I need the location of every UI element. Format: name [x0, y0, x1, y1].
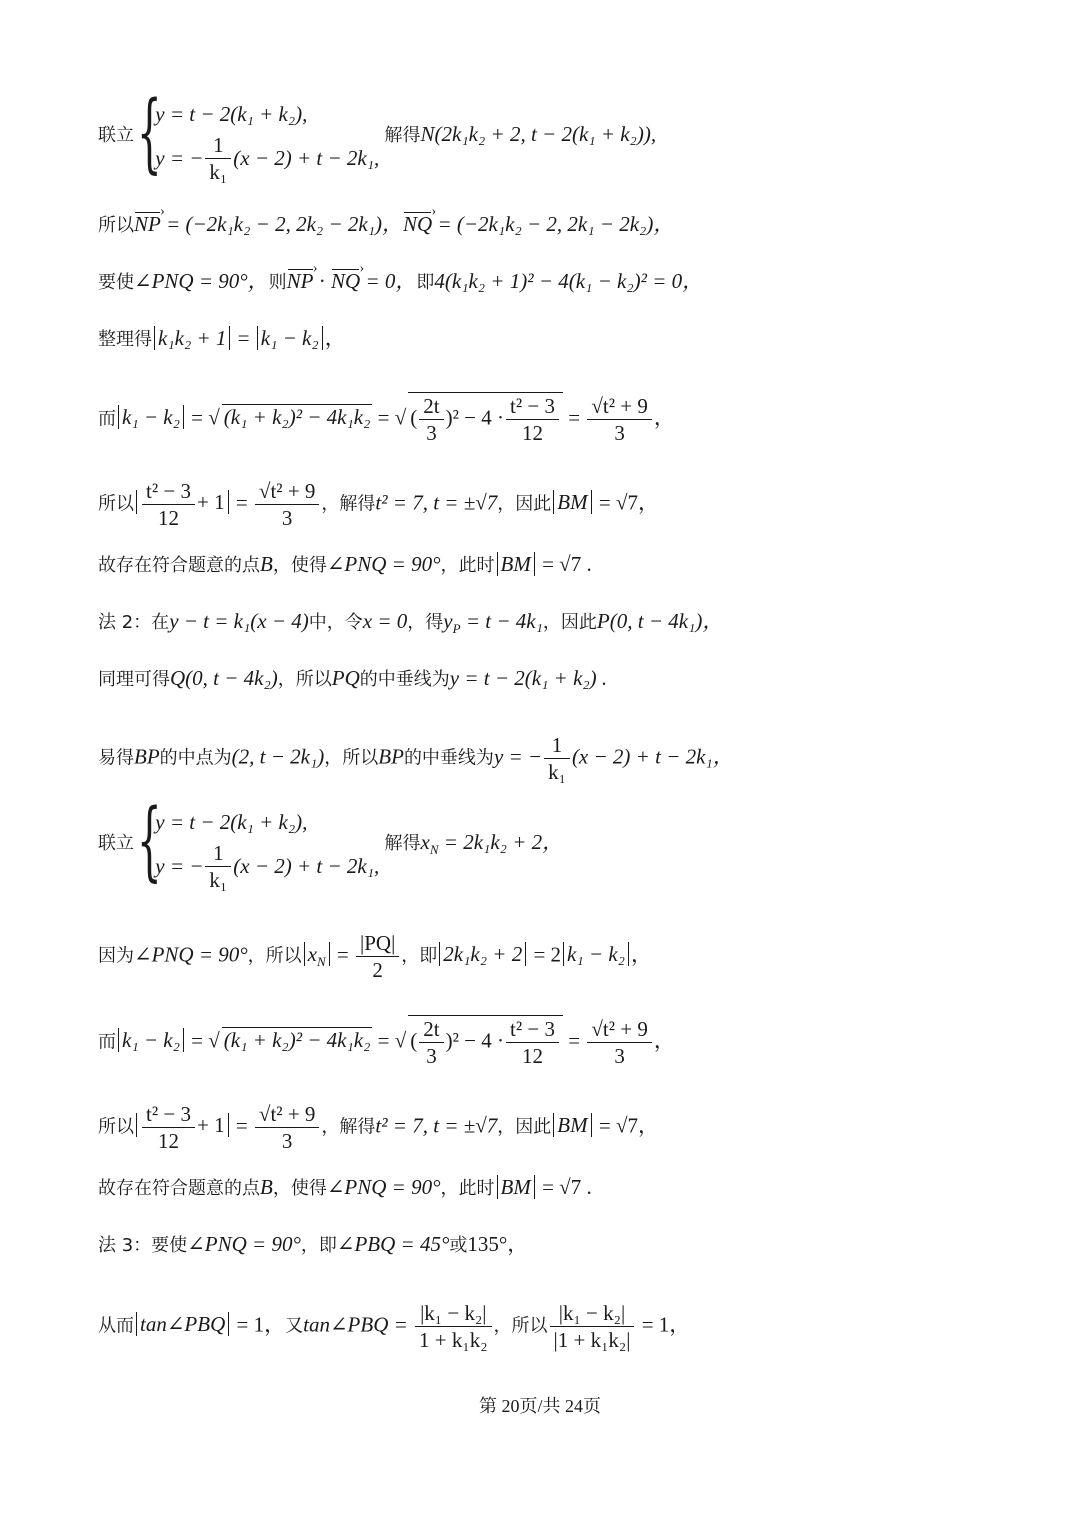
text-er: 而 [98, 408, 116, 430]
fraction [419, 1016, 443, 1069]
label-lianli: 联立 [98, 124, 134, 146]
abs-expression: k₁k₂ + 1 [154, 326, 230, 350]
fraction [550, 1300, 635, 1353]
angle-condition: ∠PNQ = 90° [326, 552, 441, 576]
equation-system [137, 83, 380, 184]
solution-line-method-3 [98, 1230, 528, 1260]
page-number-footer: 第 20页/共 24页 [478, 1396, 601, 1416]
left-brace: { [137, 791, 162, 891]
fraction [506, 393, 559, 446]
term: + 1 [196, 1113, 225, 1138]
t-solution: t² = 7, t = ±√7 [375, 490, 498, 515]
label-jiede: 解得 [384, 124, 421, 146]
frac-num: t² − 3 [506, 393, 559, 420]
tan-formula: tan∠PBQ = [303, 1312, 414, 1337]
bm-value: = √7， [593, 490, 659, 515]
label-jiede: 解得 [384, 832, 421, 854]
text-ji: 即 [416, 272, 435, 293]
text-ze: 则 [268, 272, 287, 293]
frac-den: 12 [522, 1044, 544, 1068]
text-bisector: 的中垂线为 [403, 747, 494, 769]
text-de: ，得 [407, 612, 444, 633]
text-jiede: ，解得 [321, 493, 376, 515]
angle-condition: ∠PNQ = 90° [134, 942, 248, 967]
segment-bp: BP [378, 744, 404, 769]
frac-num: √t² + 9 [587, 393, 652, 420]
fraction [506, 1016, 559, 1069]
bisector-equation: y = t − 2(k₁ + k₂) . [449, 666, 608, 690]
solution-line-q [98, 664, 607, 694]
subscript: N [429, 841, 439, 857]
frac-den: k₁ [548, 760, 566, 784]
text-yaoshi: 要使 [98, 272, 134, 293]
system-row-2-post: (x − 2) + t − 2k₁, [233, 146, 380, 170]
text-zhengli: 整理得 [98, 329, 152, 350]
sqrt-sign: = √ [185, 1028, 220, 1053]
angle-condition: ∠PNQ = 90° [187, 1232, 301, 1256]
text-suoyi: ，所以 [493, 1315, 548, 1337]
vector-np: NP › [134, 210, 161, 238]
frac-num: √t² + 9 [587, 1016, 652, 1043]
abs-tan: tan∠PBQ [136, 1312, 229, 1336]
fraction [356, 930, 399, 983]
solution-line-solve-t [98, 478, 659, 531]
frac-den: 3 [614, 421, 625, 445]
frac-num: √t² + 9 [255, 478, 320, 505]
bm-value: = √7 . [536, 552, 592, 576]
text-er: 而 [98, 1031, 116, 1053]
segment-bp: BP [134, 744, 160, 769]
term: + 1 [196, 490, 225, 515]
frac-den: 12 [522, 421, 544, 445]
point-n: N(2k₁k₂ + 2, t − 2(k₁ + k₂)), [420, 121, 657, 146]
frac-num: 2t [419, 393, 443, 420]
frac-den: 1 + k₁k₂ [419, 1328, 488, 1352]
fraction [587, 393, 652, 446]
fraction [419, 393, 443, 446]
punct: ， [324, 326, 346, 350]
equals: = [331, 942, 355, 967]
segment-pq: PQ [331, 666, 360, 690]
frac-den: 12 [157, 1129, 179, 1153]
text-yinwei: 因为 [98, 945, 134, 967]
text-huo: 或 [449, 1235, 468, 1256]
fraction [415, 1300, 492, 1353]
abs-expression: k₁ − k₂ [563, 942, 629, 966]
x-zero: x = 0 [362, 609, 408, 633]
sqrt-sign: = √ [185, 405, 220, 430]
sqrt-sign: = √ [372, 1028, 407, 1053]
sqrt-sign: = √ [372, 405, 407, 430]
point-p: P(0, t − 4k₁)， [596, 609, 724, 633]
abs-bm: BM [553, 1113, 591, 1137]
text-suoyi: 所以 [98, 215, 134, 236]
text-conclusion: 故存在符合题意的点 [98, 1178, 260, 1199]
solution-line-perpendicular [98, 267, 703, 297]
frac-den: 3 [281, 1129, 293, 1153]
text-yinci: ，因此 [542, 612, 597, 633]
solution-line-system-1 [98, 83, 657, 184]
angle-condition: ∠PNQ = 90° [326, 1175, 441, 1199]
abs-bm: BM [553, 490, 591, 514]
angle-pbq: ∠PBQ = 45° [336, 1232, 450, 1256]
frac-num: 1 [544, 732, 570, 759]
text-method-2: 法 2：在 [98, 612, 170, 633]
dot-result: = 0， [360, 269, 417, 293]
line-equation: y − t = k₁(x − 4) [169, 609, 309, 633]
equation-system [137, 791, 380, 892]
text-jiede: ，解得 [321, 1116, 376, 1138]
frac-den: |1 + k₁k₂| [553, 1328, 631, 1352]
text-yide: 易得 [98, 747, 134, 769]
fraction [142, 478, 195, 531]
equals: = [230, 1113, 253, 1138]
text-you: 又 [285, 1315, 304, 1337]
equals-one: = 1， [231, 1312, 286, 1337]
text-shide: ，使得 [272, 555, 327, 576]
text-suoyi: ，所以 [247, 945, 302, 967]
punct: ， [630, 942, 652, 967]
system-row-2-post: (x − 2) + t − 2k₁, [233, 854, 380, 878]
solution-line-solve-t-2 [98, 1101, 659, 1154]
solution-line-conclusion-2 [98, 1173, 592, 1203]
bm-value: = √7 . [536, 1175, 592, 1199]
equals: = [563, 1028, 586, 1053]
frac-num: 1 [205, 132, 231, 159]
subscript: P [452, 621, 461, 636]
frac-num: |PQ| [356, 930, 399, 957]
angle-condition: ∠PNQ = 90°， [134, 269, 269, 293]
fraction [544, 732, 570, 785]
text-cishi: ，此时 [440, 1178, 495, 1199]
frac-num: t² − 3 [142, 1101, 195, 1128]
point-b: B [260, 1175, 273, 1199]
abs-expression: k₁ − k₂ [257, 326, 323, 350]
solution-line-method-2 [98, 607, 723, 643]
equals: = [563, 405, 586, 430]
bm-value: = √7， [593, 1113, 659, 1138]
x-var: x [420, 829, 430, 854]
midpoint: (2, t − 2k₁) [231, 744, 325, 769]
solution-line-system-2 [98, 791, 564, 892]
text-congr: 从而 [98, 1315, 134, 1337]
punct: ， [653, 1028, 675, 1053]
vector-nq: NQ › [331, 267, 360, 295]
x-var: x [307, 942, 317, 967]
text-yinci: ，因此 [497, 1116, 552, 1138]
term: ² − 4 · [452, 405, 505, 430]
vector-nq: NQ › [403, 210, 432, 238]
frac-den: 2 [372, 958, 383, 982]
frac-den: 3 [426, 421, 437, 445]
eq-pre: y = − [493, 744, 543, 769]
fraction [205, 132, 231, 185]
solution-line-tan [98, 1300, 690, 1353]
equals: = 2 [528, 942, 562, 967]
frac-num: t² − 3 [506, 1016, 559, 1043]
frac-num: t² − 3 [142, 478, 195, 505]
frac-den: 3 [426, 1044, 437, 1068]
solution-line-xn [98, 930, 652, 983]
abs-expression: k₁ − k₂ [118, 405, 184, 429]
text-ling: 中，令 [308, 612, 363, 633]
solution-line-difference: 而 k₁ − k₂ = √ (k₁ + k₂)² − 4k₁k₂ = √ ( $\frac{2t}{3}$ )² − 4 · $\frac{\text{t² − 3}}{12}$ = $\frac{\text{√t² + 9}}{3}$ ， [98, 394, 675, 445]
frac-num: √t² + 9 [255, 1101, 320, 1128]
punct: ， [653, 405, 675, 430]
text-suoyi: ，所以 [277, 669, 332, 690]
frac-den: 3 [614, 1044, 625, 1068]
point-b: B [260, 552, 273, 576]
solution-line-difference-2: 而 k₁ − k₂ = √ (k₁ + k₂)² − 4k₁k₂ = √ ( $\frac{2t}{3}$ )² − 4 · $\frac{\text{t² − 3}}{12}$ = $\frac{\text{√t² + 9}}{3}$ ， [98, 1017, 675, 1068]
frac-num: |k₁ − k₂| [550, 1300, 635, 1327]
equals: = [230, 490, 253, 515]
solution-line-bp [98, 732, 734, 785]
system-row-1: y = t − 2(k₁ + k₂), [155, 102, 308, 126]
text-suoyi: ，所以 [324, 747, 379, 769]
expanded-equation: 4(k₁k₂ + 1)² − 4(k₁ − k₂)² = 0， [434, 269, 704, 293]
frac-den: k₁ [209, 159, 228, 184]
dot-operator: · [313, 269, 332, 293]
t-solution: t² = 7, t = ±√7 [375, 1113, 498, 1138]
sqrt-body: (k₁ + k₂)² − 4k₁k₂ [223, 405, 371, 430]
system-row-1: y = t − 2(k₁ + k₂), [155, 810, 308, 834]
fraction [142, 1101, 195, 1154]
y-var: y [443, 609, 453, 633]
abs-expression: 2k₁k₂ + 2 [439, 942, 526, 966]
frac-num: |k₁ − k₂| [415, 1300, 492, 1327]
text-tongli: 同理可得 [98, 669, 170, 690]
text-bisector: 的中垂线为 [359, 669, 450, 690]
equals-one: = 1， [636, 1312, 691, 1337]
text-midpoint: 的中点为 [159, 747, 232, 769]
label-lianli: 联立 [98, 832, 134, 854]
fraction [205, 840, 231, 893]
text-suoyi: 所以 [98, 493, 134, 515]
system-row-2-pre: y = − [155, 146, 204, 170]
text-ji: ，即 [401, 945, 438, 967]
frac-num: 2t [419, 1016, 443, 1043]
solution-line-vectors [98, 210, 674, 240]
frac-den: 12 [157, 506, 179, 530]
yp-value: = t − 4k₁ [460, 609, 543, 633]
abs-bm: BM [497, 552, 535, 576]
vector-np: NP › [287, 267, 314, 295]
frac-num: 1 [205, 840, 231, 867]
equals: = [232, 326, 255, 350]
text-cishi: ，此时 [440, 555, 495, 576]
vector-np-value: = (−2k₁k₂ − 2, 2k₂ − 2k₁)， [160, 212, 403, 236]
fraction [587, 1016, 652, 1069]
fraction [255, 1101, 320, 1154]
left-brace: { [137, 83, 162, 183]
solution-line-simplify [98, 324, 346, 354]
eq-post: (x − 2) + t − 2k₁， [571, 744, 734, 769]
solution-line-conclusion-1 [98, 550, 592, 580]
abs-expression: k₁ − k₂ [118, 1028, 184, 1052]
point-q: Q(0, t − 4k₂) [170, 666, 278, 690]
angle-alt: 135°， [467, 1232, 529, 1256]
subscript: N [317, 954, 326, 970]
text-suoyi: 所以 [98, 1116, 134, 1138]
abs-bm: BM [497, 1175, 535, 1199]
frac-den: 3 [281, 506, 293, 530]
sqrt-body: (k₁ + k₂)² − 4k₁k₂ [223, 1028, 371, 1053]
text-yinci: ，因此 [497, 493, 552, 515]
text-shide: ，使得 [272, 1178, 327, 1199]
text-method-3: 法 3：要使 [98, 1235, 188, 1256]
xn-value: = 2k₁k₂ + 2， [438, 829, 564, 854]
fraction [255, 478, 320, 531]
text-ji: ，即 [300, 1235, 337, 1256]
frac-den: k₁ [209, 867, 228, 892]
vector-nq-value: = (−2k₁k₂ − 2, 2k₁ − 2k₂)， [432, 212, 675, 236]
term: ² − 4 · [452, 1028, 505, 1053]
text-conclusion: 故存在符合题意的点 [98, 555, 260, 576]
system-row-2-pre: y = − [155, 854, 204, 878]
